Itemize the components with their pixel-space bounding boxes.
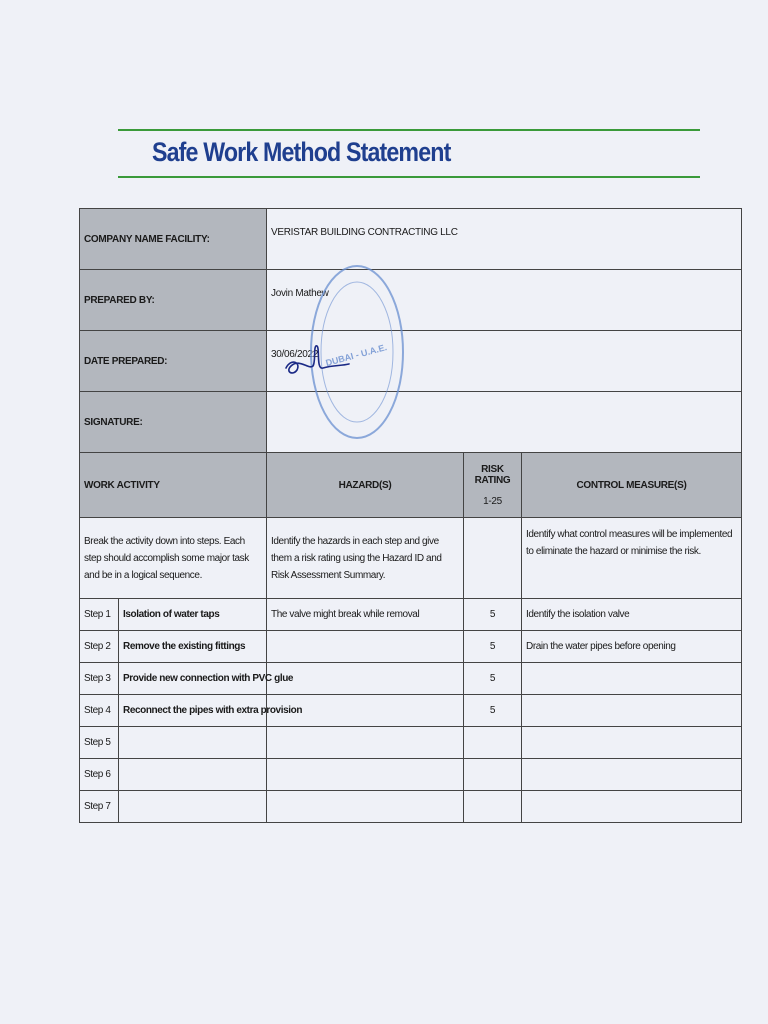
hazards-instruction: Identify the hazards in each step and give them a risk rating using the Hazard ID and Risk Assessment Summary.: [267, 518, 464, 599]
step-hazard: [267, 663, 464, 695]
prepared-by-value: Jovin Mathew: [267, 270, 742, 331]
table-row: [80, 695, 742, 727]
step-control: [522, 695, 742, 727]
step-control: [522, 759, 742, 791]
step-rating: [464, 759, 522, 791]
step-control: [522, 727, 742, 759]
table-row: [80, 599, 742, 631]
hazards-header: HAZARD(S): [267, 453, 464, 518]
step-number: Step 7: [80, 791, 119, 823]
swms-table: [79, 208, 742, 823]
risk-rating-header: [464, 453, 522, 518]
instruction-row: [80, 518, 742, 599]
step-control: Drain the water pipes before opening: [522, 631, 742, 663]
table-row: [80, 791, 742, 823]
step-hazard: The valve might break while removal: [267, 599, 464, 631]
column-header-row: [80, 453, 742, 518]
risk-rating-header-range: 1-25: [483, 495, 502, 507]
info-row-signature: [80, 392, 742, 453]
step-task: Isolation of water taps: [119, 599, 267, 631]
step-rating: [464, 727, 522, 759]
step-rating: [464, 791, 522, 823]
stamp-center-text: DUBAI - U.A.E.: [324, 342, 388, 369]
step-task: [119, 791, 267, 823]
signature-label: SIGNATURE:: [80, 392, 267, 453]
table-row: [80, 759, 742, 791]
work-activity-header: WORK ACTIVITY: [80, 453, 267, 518]
signature-value: [267, 392, 742, 453]
step-number: Step 2: [80, 631, 119, 663]
info-row-prepared-by: [80, 270, 742, 331]
step-task: [119, 759, 267, 791]
step-rating: 5: [464, 695, 522, 727]
info-row-company: [80, 209, 742, 270]
table-row: [80, 663, 742, 695]
step-control: Identify the isolation valve: [522, 599, 742, 631]
step-hazard: [267, 759, 464, 791]
document-title: Safe Work Method Statement: [152, 137, 451, 167]
step-number: Step 6: [80, 759, 119, 791]
company-label: COMPANY NAME FACILITY:: [80, 209, 267, 270]
step-number: Step 5: [80, 727, 119, 759]
step-hazard: [267, 727, 464, 759]
step-control: [522, 663, 742, 695]
step-rating: 5: [464, 663, 522, 695]
company-value: VERISTAR BUILDING CONTRACTING LLC: [267, 209, 742, 270]
step-task: Provide new connection with PVC glue: [119, 663, 267, 695]
control-measures-header: CONTROL MEASURE(S): [522, 453, 742, 518]
step-hazard: [267, 791, 464, 823]
info-row-date: [80, 331, 742, 392]
table-row: [80, 631, 742, 663]
prepared-by-label: PREPARED BY:: [80, 270, 267, 331]
work-activity-instruction: Break the activity down into steps. Each step should accomplish some major task and be in a logical sequence.: [80, 518, 267, 599]
step-number: Step 4: [80, 695, 119, 727]
table-row: [80, 727, 742, 759]
step-task: [119, 727, 267, 759]
title-bottom-rule: [118, 176, 700, 178]
step-number: Step 3: [80, 663, 119, 695]
control-measures-instruction: Identify what control measures will be implemented to eliminate the hazard or minimise the risk.: [522, 518, 742, 599]
step-rating: 5: [464, 599, 522, 631]
risk-rating-instruction: [464, 518, 522, 599]
step-rating: 5: [464, 631, 522, 663]
risk-rating-header-label: RISK RATING: [474, 463, 511, 486]
title-top-rule: [118, 129, 700, 131]
date-prepared-label: DATE PREPARED:: [80, 331, 267, 392]
step-number: Step 1: [80, 599, 119, 631]
step-task: Reconnect the pipes with extra provision: [119, 695, 267, 727]
step-control: [522, 791, 742, 823]
step-task: Remove the existing fittings: [119, 631, 267, 663]
step-hazard: [267, 631, 464, 663]
date-prepared-value: 30/06/2022: [267, 331, 742, 392]
